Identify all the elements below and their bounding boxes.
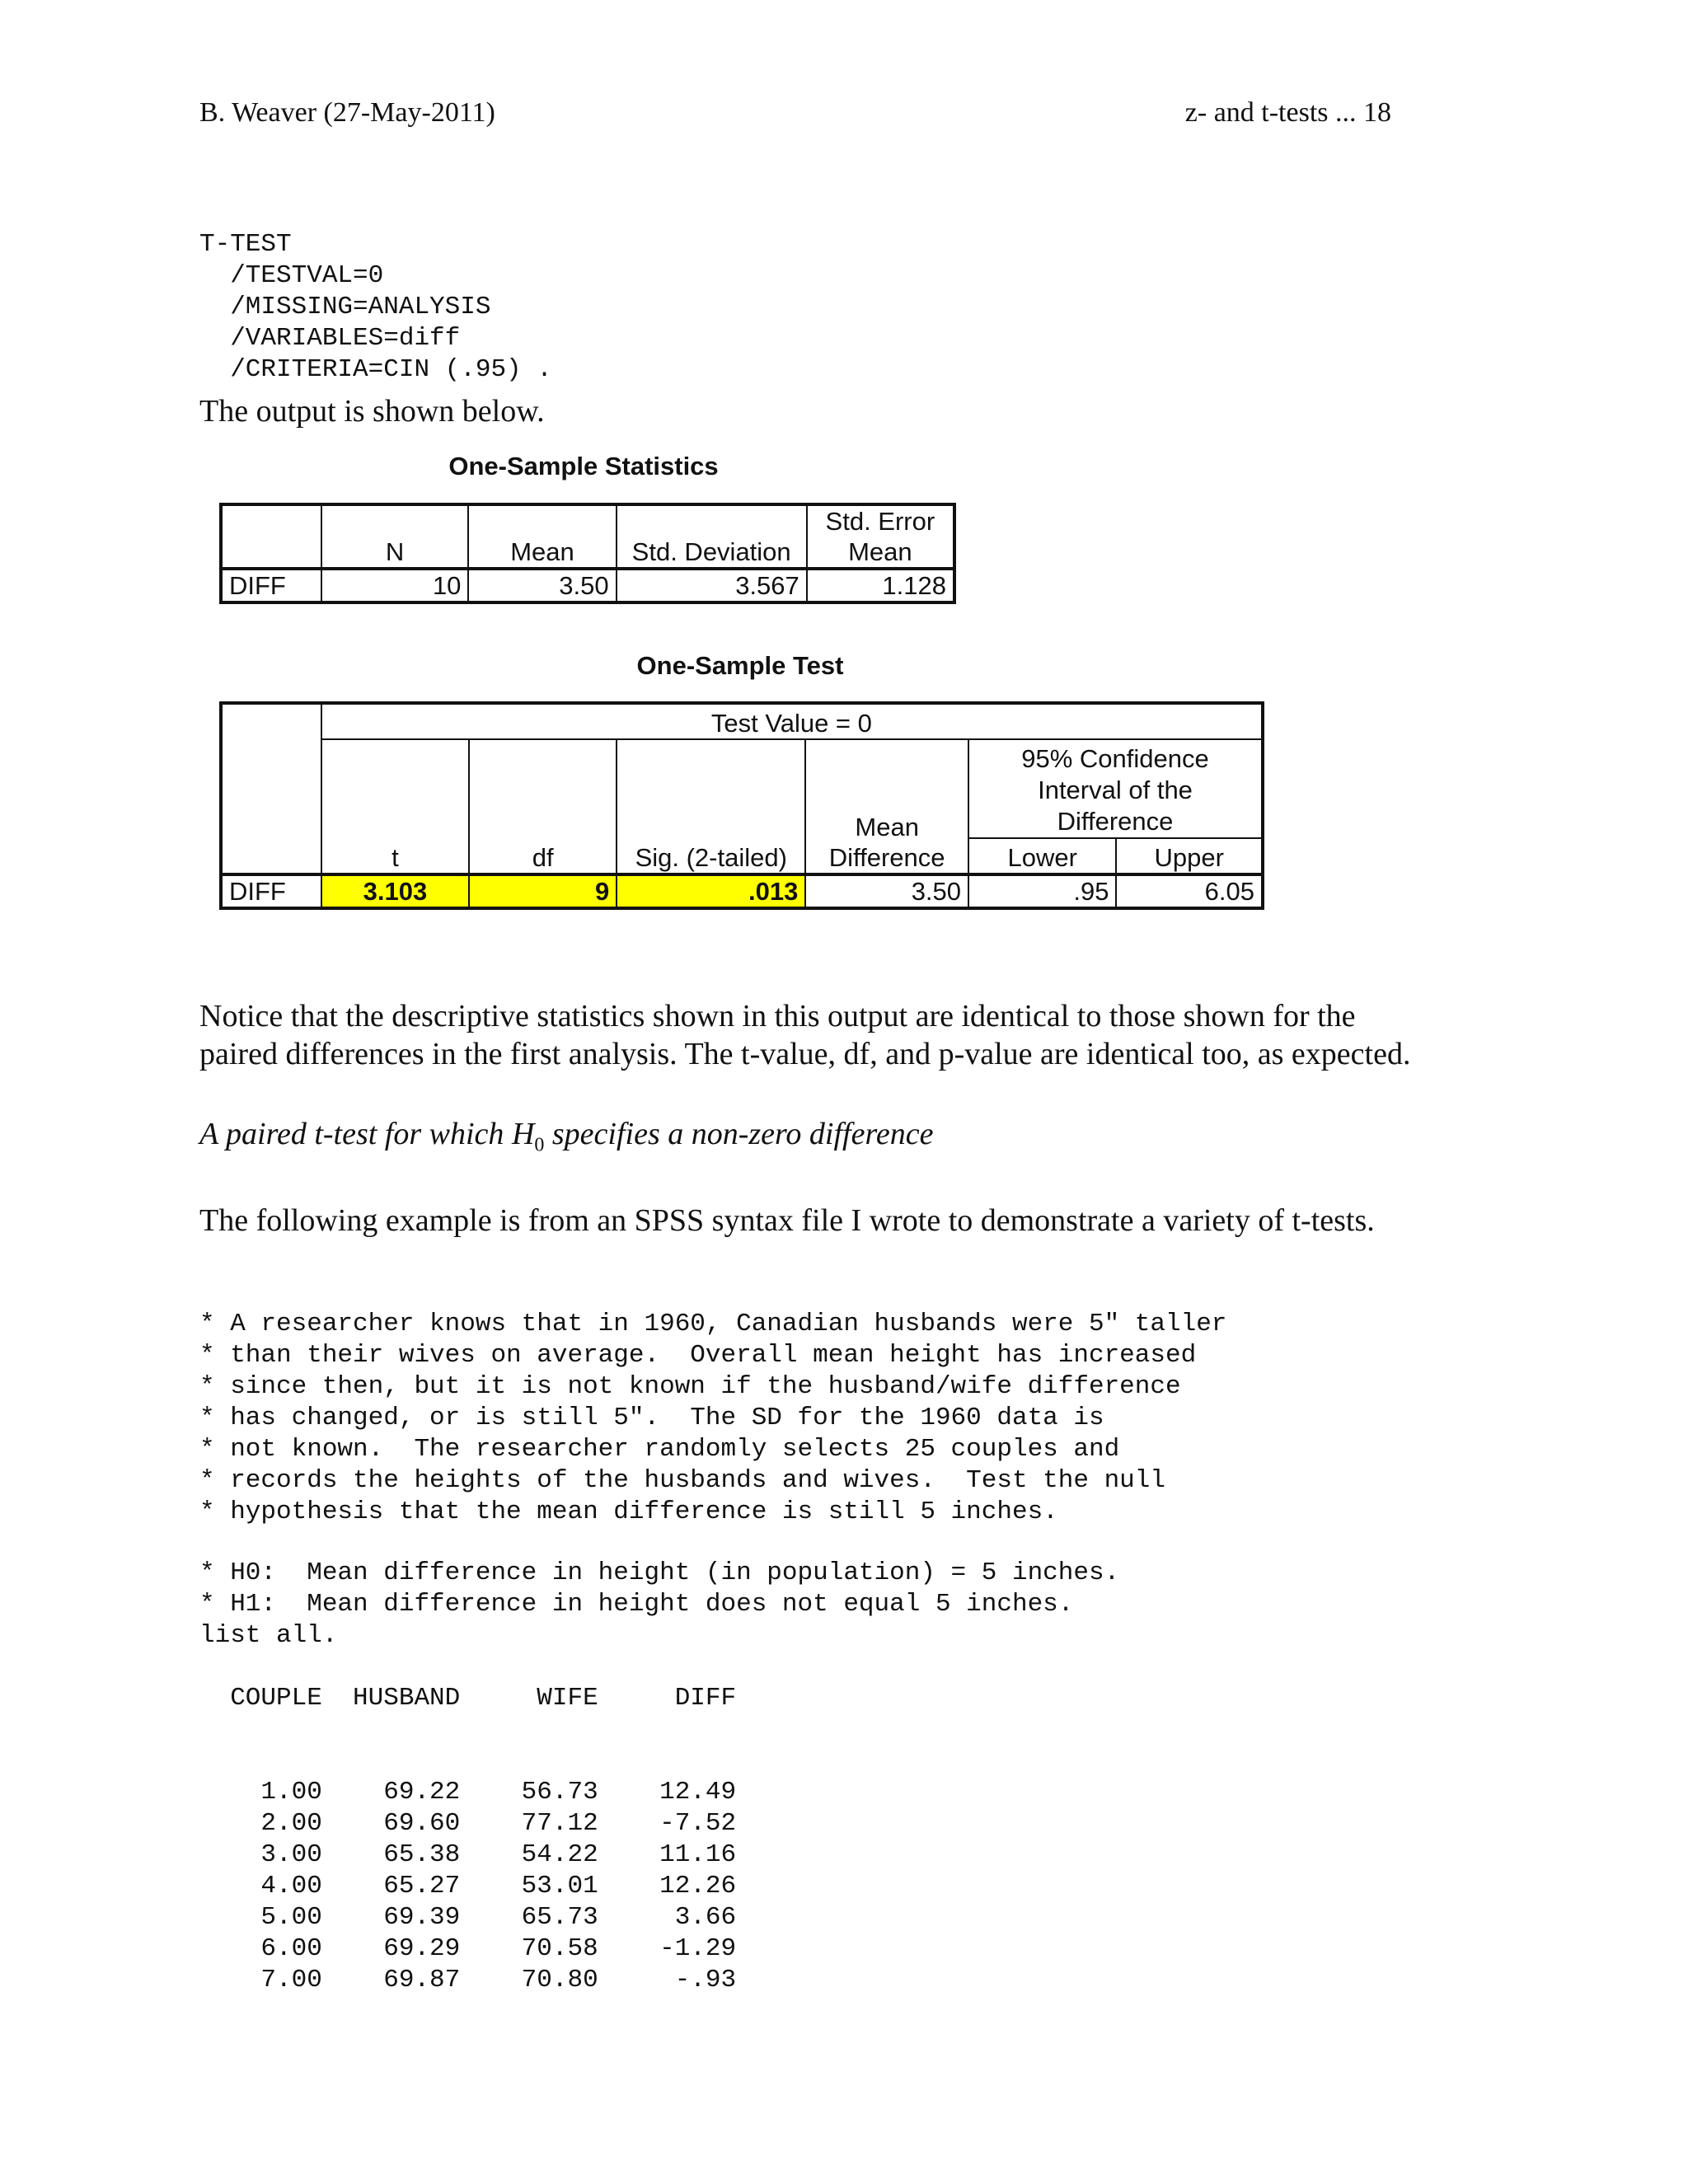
test-value-header: Test Value = 0 [321, 703, 1263, 739]
test-header-ci-line3: Difference [1057, 807, 1174, 836]
test-header-lower: Lower [968, 838, 1116, 874]
section-heading [199, 1115, 933, 1165]
listing-row: 7.00 69.87 70.80 -.93 [199, 1966, 737, 1994]
code-line: /CRITERIA=CIN (.95) . [199, 355, 552, 384]
test-header-sig: Sig. (2-tailed) [617, 739, 805, 874]
listing-header: COUPLE HUSBAND WIFE DIFF [199, 1684, 737, 1713]
test-header-md-line2: Difference [828, 843, 945, 872]
hypothesis-h1: * H1: Mean difference in height does not equal 5 inches. [199, 1590, 1074, 1619]
listing-row: 3.00 65.38 54.22 11.16 [199, 1840, 737, 1869]
test-lower-value: .95 [968, 874, 1116, 908]
comment-line: * records the heights of the husbands and wives. Test the null [199, 1466, 1165, 1495]
output-intro: The output is shown below. [199, 394, 545, 429]
listing-rows [199, 1746, 736, 2027]
code-line: /TESTVAL=0 [199, 261, 384, 290]
heading-h-symbol: H [511, 1117, 535, 1151]
test-header-t: t [321, 739, 469, 874]
test-sig-value: .013 [617, 874, 805, 908]
hypothesis-h0: * H0: Mean difference in height (in population) = 5 inches. [199, 1558, 1120, 1587]
paragraph-line: paired differences in the first analysis. The t-value, df, and p-value are identical too, as expected. [199, 1037, 1411, 1071]
test-corner-cell [221, 703, 321, 874]
test-upper-value: 6.05 [1116, 874, 1263, 908]
heading-text-before: A paired t-test for which [199, 1117, 512, 1151]
test-header-ci [968, 739, 1263, 838]
code-line: /VARIABLES=diff [199, 324, 461, 353]
comment-line: * not known. The researcher randomly selects 25 couples and [199, 1435, 1120, 1464]
stats-header-n: N [321, 504, 469, 569]
page-header-title-page: z- and t-tests ... 18 [1184, 97, 1391, 128]
listing-row: 1.00 69.22 56.73 12.49 [199, 1778, 737, 1807]
code-line: T-TEST [199, 230, 292, 259]
stats-row-label: DIFF [221, 569, 321, 602]
code-line: /MISSING=ANALYSIS [199, 293, 491, 321]
one-sample-statistics-table [219, 503, 956, 604]
paragraph-identical-stats [199, 997, 1410, 1073]
test-header-ci-line1: 95% Confidence [1021, 744, 1209, 773]
page-header-author-date: B. Weaver (27-May-2011) [199, 97, 495, 128]
comment-line: * has changed, or is still 5". The SD for the 1960 data is [199, 1404, 1104, 1432]
test-header-upper: Upper [1116, 838, 1263, 874]
test-header-md-line1: Mean [855, 813, 919, 841]
list-command: list all. [199, 1621, 338, 1650]
comment-line: * since then, but it is not known if the husband/wife difference [199, 1372, 1181, 1401]
listing-row: 6.00 69.29 70.58 -1.29 [199, 1934, 737, 1963]
test-table-title: One-Sample Test [636, 651, 844, 680]
test-t-value: 3.103 [321, 874, 469, 908]
comment-block [199, 1277, 1226, 1559]
stats-se-value: 1.128 [807, 569, 954, 602]
test-header-ci-line2: Interval of the [1038, 776, 1193, 804]
stats-header-mean: Mean [468, 504, 616, 569]
stats-header-se [807, 504, 954, 569]
listing-row: 5.00 69.39 65.73 3.66 [199, 1903, 737, 1932]
one-sample-test-table [219, 701, 1264, 910]
stats-header-se-line2: Mean [848, 537, 912, 566]
stats-header-sd: Std. Deviation [617, 504, 807, 569]
stats-table-title: One-Sample Statistics [448, 452, 719, 480]
comment-line: * A researcher knows that in 1960, Canadian husbands were 5" taller [199, 1310, 1227, 1338]
stats-n-value: 10 [321, 569, 469, 602]
ttest-syntax-block [199, 198, 552, 417]
stats-corner-cell [221, 504, 321, 569]
paragraph-example-intro: The following example is from an SPSS syntax file I wrote to demonstrate a variety of t-tests. [199, 1203, 1375, 1238]
test-header-mean-difference [805, 739, 968, 874]
test-md-value: 3.50 [805, 874, 968, 908]
heading-text-after: specifies a non-zero difference [544, 1117, 934, 1151]
stats-sd-value: 3.567 [617, 569, 807, 602]
test-df-value: 9 [469, 874, 617, 908]
comment-line: * than their wives on average. Overall mean height has increased [199, 1341, 1197, 1370]
listing-row: 2.00 69.60 77.12 -7.52 [199, 1809, 737, 1838]
comment-line: * hypothesis that the mean difference is still 5 inches. [199, 1497, 1058, 1526]
test-row-label: DIFF [221, 874, 321, 908]
stats-mean-value: 3.50 [468, 569, 616, 602]
test-header-df: df [469, 739, 617, 874]
paragraph-line: Notice that the descriptive statistics shown in this output are identical to those shown for the [199, 999, 1356, 1033]
heading-h-subscript: 0 [534, 1134, 545, 1156]
listing-row: 4.00 65.27 53.01 12.26 [199, 1872, 737, 1900]
stats-header-se-line1: Std. Error [825, 507, 935, 536]
